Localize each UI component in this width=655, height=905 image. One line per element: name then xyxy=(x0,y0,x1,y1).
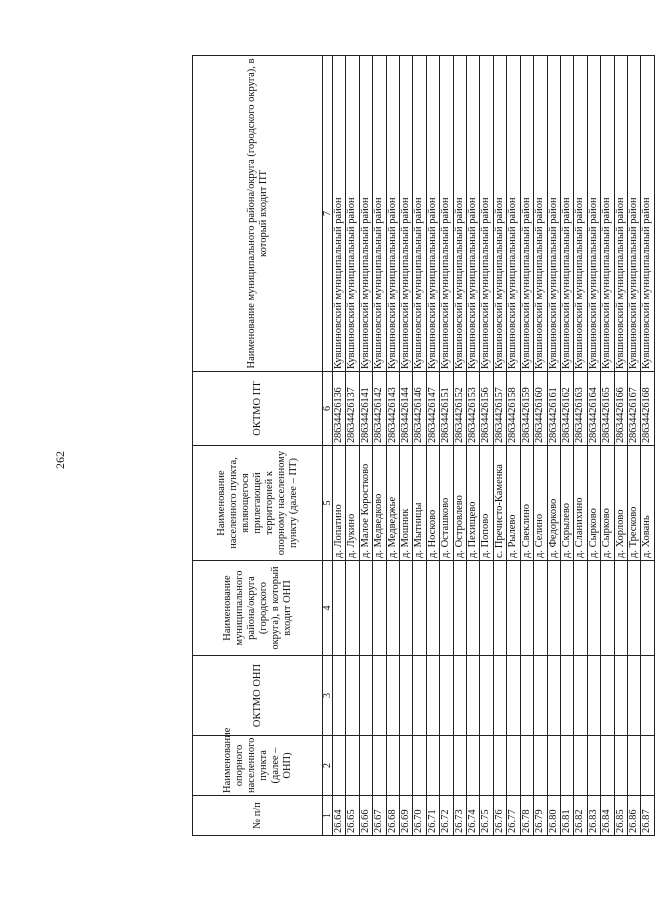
pt-oktmo-cell: 28634426161 xyxy=(547,372,560,446)
row-number: 26.67 xyxy=(373,796,386,836)
onp-oktmo-cell xyxy=(547,656,560,736)
pt-oktmo-cell: 28634426164 xyxy=(587,372,600,446)
table-row xyxy=(346,56,359,836)
pt-district-cell: Кувшиновский муниципальный район xyxy=(373,56,386,372)
row-number: 26.80 xyxy=(547,796,560,836)
row-number: 26.65 xyxy=(346,796,359,836)
pt-oktmo-cell: 28634426167 xyxy=(627,372,640,446)
header-cell: Наименование населенного пункта, являющегося прилегающей территорией к опорному населенному пункту (далее – ПТ) xyxy=(193,446,323,561)
column-number-row xyxy=(323,56,333,836)
onp-oktmo-cell xyxy=(333,656,346,736)
onp-oktmo-cell xyxy=(493,656,506,736)
row-number: 26.76 xyxy=(493,796,506,836)
table-row xyxy=(426,56,439,836)
row-number: 26.78 xyxy=(520,796,533,836)
document-table-container xyxy=(192,56,653,836)
row-number: 26.66 xyxy=(359,796,372,836)
pt-district-cell: Кувшиновский муниципальный район xyxy=(627,56,640,372)
row-number: 26.79 xyxy=(534,796,547,836)
pt-district-cell: Кувшиновский муниципальный район xyxy=(346,56,359,372)
onp-oktmo-cell xyxy=(507,656,520,736)
pt-district-cell: Кувшиновский муниципальный район xyxy=(507,56,520,372)
pt-name-cell: д. Селино xyxy=(534,446,547,561)
table-row xyxy=(386,56,399,836)
onp-name-cell xyxy=(373,736,386,796)
table-row xyxy=(480,56,493,836)
pt-name-cell: д. Мытницы xyxy=(413,446,426,561)
pt-name-cell: д. Пехищево xyxy=(467,446,480,561)
pt-name-cell: д. Сланихино xyxy=(574,446,587,561)
column-number: 1 xyxy=(323,796,333,836)
pt-oktmo-cell: 28634426141 xyxy=(359,372,372,446)
header-cell: Наименование муниципального района/округа (городского округа), в который входит ПТ xyxy=(193,56,323,372)
onp-name-cell xyxy=(359,736,372,796)
pt-district-cell: Кувшиновский муниципальный район xyxy=(426,56,439,372)
row-number: 26.83 xyxy=(587,796,600,836)
header-cell: № п/п xyxy=(193,796,323,836)
onp-district-cell xyxy=(373,561,386,656)
pt-oktmo-cell: 28634426144 xyxy=(400,372,413,446)
row-number: 26.77 xyxy=(507,796,520,836)
pt-oktmo-cell: 28634426157 xyxy=(493,372,506,446)
table-row xyxy=(413,56,426,836)
onp-district-cell xyxy=(467,561,480,656)
onp-district-cell xyxy=(574,561,587,656)
onp-oktmo-cell xyxy=(601,656,614,736)
row-number: 26.64 xyxy=(333,796,346,836)
table-row xyxy=(493,56,506,836)
onp-name-cell xyxy=(440,736,453,796)
row-number: 26.84 xyxy=(601,796,614,836)
onp-district-cell xyxy=(587,561,600,656)
pt-district-cell: Кувшиновский муниципальный район xyxy=(480,56,493,372)
onp-district-cell xyxy=(534,561,547,656)
pt-district-cell: Кувшиновский муниципальный район xyxy=(587,56,600,372)
pt-oktmo-cell: 28634426143 xyxy=(386,372,399,446)
onp-district-cell xyxy=(520,561,533,656)
onp-name-cell xyxy=(413,736,426,796)
onp-name-cell xyxy=(426,736,439,796)
onp-name-cell xyxy=(520,736,533,796)
onp-name-cell xyxy=(400,736,413,796)
onp-name-cell xyxy=(587,736,600,796)
onp-name-cell xyxy=(493,736,506,796)
table-row xyxy=(453,56,466,836)
onp-district-cell xyxy=(346,561,359,656)
onp-name-cell xyxy=(453,736,466,796)
pt-oktmo-cell: 28634426158 xyxy=(507,372,520,446)
pt-district-cell: Кувшиновский муниципальный район xyxy=(440,56,453,372)
pt-name-cell: д. Попово xyxy=(480,446,493,561)
pt-oktmo-cell: 28634426153 xyxy=(467,372,480,446)
table-row xyxy=(587,56,600,836)
pt-district-cell: Кувшиновский муниципальный район xyxy=(614,56,627,372)
pt-oktmo-cell: 28634426162 xyxy=(560,372,573,446)
onp-oktmo-cell xyxy=(467,656,480,736)
onp-oktmo-cell xyxy=(641,656,654,736)
row-number: 26.75 xyxy=(480,796,493,836)
onp-oktmo-cell xyxy=(560,656,573,736)
pt-name-cell: д. Хорлово xyxy=(614,446,627,561)
pt-oktmo-cell: 28634426146 xyxy=(413,372,426,446)
column-number: 7 xyxy=(323,56,333,372)
pt-district-cell: Кувшиновский муниципальный район xyxy=(534,56,547,372)
table-row xyxy=(560,56,573,836)
pt-district-cell: Кувшиновский муниципальный район xyxy=(400,56,413,372)
onp-district-cell xyxy=(333,561,346,656)
pt-oktmo-cell: 28634426142 xyxy=(373,372,386,446)
row-number: 26.87 xyxy=(641,796,654,836)
table-row xyxy=(627,56,640,836)
onp-name-cell xyxy=(534,736,547,796)
onp-oktmo-cell xyxy=(627,656,640,736)
row-number: 26.72 xyxy=(440,796,453,836)
onp-name-cell xyxy=(627,736,640,796)
onp-district-cell xyxy=(493,561,506,656)
pt-oktmo-cell: 28634426163 xyxy=(574,372,587,446)
header-cell: Наименование муниципального района/округа (городского округа), в который входит ОНП xyxy=(193,561,323,656)
onp-name-cell xyxy=(547,736,560,796)
pt-oktmo-cell: 28634426159 xyxy=(520,372,533,446)
pt-name-cell: д. Островлево xyxy=(453,446,466,561)
onp-district-cell xyxy=(601,561,614,656)
onp-district-cell xyxy=(641,561,654,656)
onp-district-cell xyxy=(413,561,426,656)
pt-name-cell: д. Рылево xyxy=(507,446,520,561)
onp-name-cell xyxy=(333,736,346,796)
pt-name-cell: д. Свеклино xyxy=(520,446,533,561)
onp-oktmo-cell xyxy=(614,656,627,736)
settlements-table xyxy=(192,55,655,836)
onp-district-cell xyxy=(627,561,640,656)
onp-oktmo-cell xyxy=(440,656,453,736)
table-row xyxy=(520,56,533,836)
table-row xyxy=(574,56,587,836)
table-row xyxy=(333,56,346,836)
onp-district-cell xyxy=(507,561,520,656)
onp-oktmo-cell xyxy=(346,656,359,736)
pt-district-cell: Кувшиновский муниципальный район xyxy=(601,56,614,372)
header-cell: Наименование опорного населенного пункта (далее – ОНП) xyxy=(193,736,323,796)
pt-oktmo-cell: 28634426166 xyxy=(614,372,627,446)
pt-name-cell: д. Федорково xyxy=(547,446,560,561)
column-number: 4 xyxy=(323,561,333,656)
table-body xyxy=(333,56,655,836)
column-number: 3 xyxy=(323,656,333,736)
onp-name-cell xyxy=(641,736,654,796)
row-number: 26.82 xyxy=(574,796,587,836)
onp-name-cell xyxy=(614,736,627,796)
pt-district-cell: Кувшиновский муниципальный район xyxy=(641,56,654,372)
pt-district-cell: Кувшиновский муниципальный район xyxy=(453,56,466,372)
pt-oktmo-cell: 28634426165 xyxy=(601,372,614,446)
header-row xyxy=(193,56,323,836)
pt-oktmo-cell: 28634426168 xyxy=(641,372,654,446)
column-number: 6 xyxy=(323,372,333,446)
pt-name-cell: д. Малое Коростково xyxy=(359,446,372,561)
pt-district-cell: Кувшиновский муниципальный район xyxy=(333,56,346,372)
pt-oktmo-cell: 28634426156 xyxy=(480,372,493,446)
pt-name-cell: д. Лукино xyxy=(346,446,359,561)
onp-district-cell xyxy=(547,561,560,656)
pt-oktmo-cell: 28634426137 xyxy=(346,372,359,446)
row-number: 26.69 xyxy=(400,796,413,836)
header-cell: ОКТМО ОНП xyxy=(193,656,323,736)
column-number: 2 xyxy=(323,736,333,796)
table-row xyxy=(547,56,560,836)
pt-name-cell: д. Сырково xyxy=(587,446,600,561)
pt-district-cell: Кувшиновский муниципальный район xyxy=(547,56,560,372)
pt-oktmo-cell: 28634426151 xyxy=(440,372,453,446)
pt-district-cell: Кувшиновский муниципальный район xyxy=(493,56,506,372)
onp-oktmo-cell xyxy=(453,656,466,736)
onp-oktmo-cell xyxy=(520,656,533,736)
onp-district-cell xyxy=(614,561,627,656)
table-row xyxy=(359,56,372,836)
table-row xyxy=(601,56,614,836)
pt-name-cell: д. Сырково xyxy=(601,446,614,561)
header-cell: ОКТМО ПТ xyxy=(193,372,323,446)
onp-name-cell xyxy=(346,736,359,796)
pt-oktmo-cell: 28634426147 xyxy=(426,372,439,446)
row-number: 26.71 xyxy=(426,796,439,836)
onp-oktmo-cell xyxy=(534,656,547,736)
column-number: 5 xyxy=(323,446,333,561)
row-number: 26.86 xyxy=(627,796,640,836)
pt-oktmo-cell: 28634426160 xyxy=(534,372,547,446)
onp-district-cell xyxy=(453,561,466,656)
table-row xyxy=(614,56,627,836)
pt-oktmo-cell: 28634426152 xyxy=(453,372,466,446)
onp-oktmo-cell xyxy=(587,656,600,736)
table-row xyxy=(507,56,520,836)
row-number: 26.74 xyxy=(467,796,480,836)
row-number: 26.81 xyxy=(560,796,573,836)
pt-district-cell: Кувшиновский муниципальный район xyxy=(386,56,399,372)
pt-name-cell: с. Пречисто-Каменка xyxy=(493,446,506,561)
pt-district-cell: Кувшиновский муниципальный район xyxy=(413,56,426,372)
table-row xyxy=(641,56,654,836)
onp-district-cell xyxy=(400,561,413,656)
table-row xyxy=(373,56,386,836)
onp-name-cell xyxy=(601,736,614,796)
pt-district-cell: Кувшиновский муниципальный район xyxy=(574,56,587,372)
pt-name-cell: д. Медведково xyxy=(373,446,386,561)
onp-district-cell xyxy=(426,561,439,656)
onp-oktmo-cell xyxy=(386,656,399,736)
pt-district-cell: Кувшиновский муниципальный район xyxy=(359,56,372,372)
pt-name-cell: д. Медведжье xyxy=(386,446,399,561)
onp-district-cell xyxy=(480,561,493,656)
row-number: 26.85 xyxy=(614,796,627,836)
onp-oktmo-cell xyxy=(400,656,413,736)
page-number: 262 xyxy=(53,451,67,469)
onp-district-cell xyxy=(386,561,399,656)
onp-oktmo-cell xyxy=(359,656,372,736)
onp-oktmo-cell xyxy=(373,656,386,736)
onp-name-cell xyxy=(386,736,399,796)
pt-name-cell: д. Мошник xyxy=(400,446,413,561)
pt-oktmo-cell: 28634426136 xyxy=(333,372,346,446)
onp-oktmo-cell xyxy=(413,656,426,736)
pt-name-cell: д. Скрылево xyxy=(560,446,573,561)
pt-name-cell: д. Осташково xyxy=(440,446,453,561)
onp-district-cell xyxy=(440,561,453,656)
pt-district-cell: Кувшиновский муниципальный район xyxy=(560,56,573,372)
onp-name-cell xyxy=(560,736,573,796)
pt-district-cell: Кувшиновский муниципальный район xyxy=(520,56,533,372)
row-number: 26.70 xyxy=(413,796,426,836)
pt-name-cell: д. Лопатино xyxy=(333,446,346,561)
onp-district-cell xyxy=(560,561,573,656)
pt-name-cell: д. Носково xyxy=(426,446,439,561)
row-number: 26.68 xyxy=(386,796,399,836)
table-row xyxy=(400,56,413,836)
onp-oktmo-cell xyxy=(480,656,493,736)
onp-name-cell xyxy=(507,736,520,796)
pt-district-cell: Кувшиновский муниципальный район xyxy=(467,56,480,372)
onp-district-cell xyxy=(359,561,372,656)
onp-oktmo-cell xyxy=(426,656,439,736)
pt-name-cell: д. Ховань xyxy=(641,446,654,561)
rotated-table xyxy=(192,56,653,836)
table-row xyxy=(440,56,453,836)
table-row xyxy=(467,56,480,836)
onp-name-cell xyxy=(467,736,480,796)
onp-oktmo-cell xyxy=(574,656,587,736)
table-row xyxy=(534,56,547,836)
row-number: 26.73 xyxy=(453,796,466,836)
onp-name-cell xyxy=(480,736,493,796)
pt-name-cell: д. Тресково xyxy=(627,446,640,561)
onp-name-cell xyxy=(574,736,587,796)
